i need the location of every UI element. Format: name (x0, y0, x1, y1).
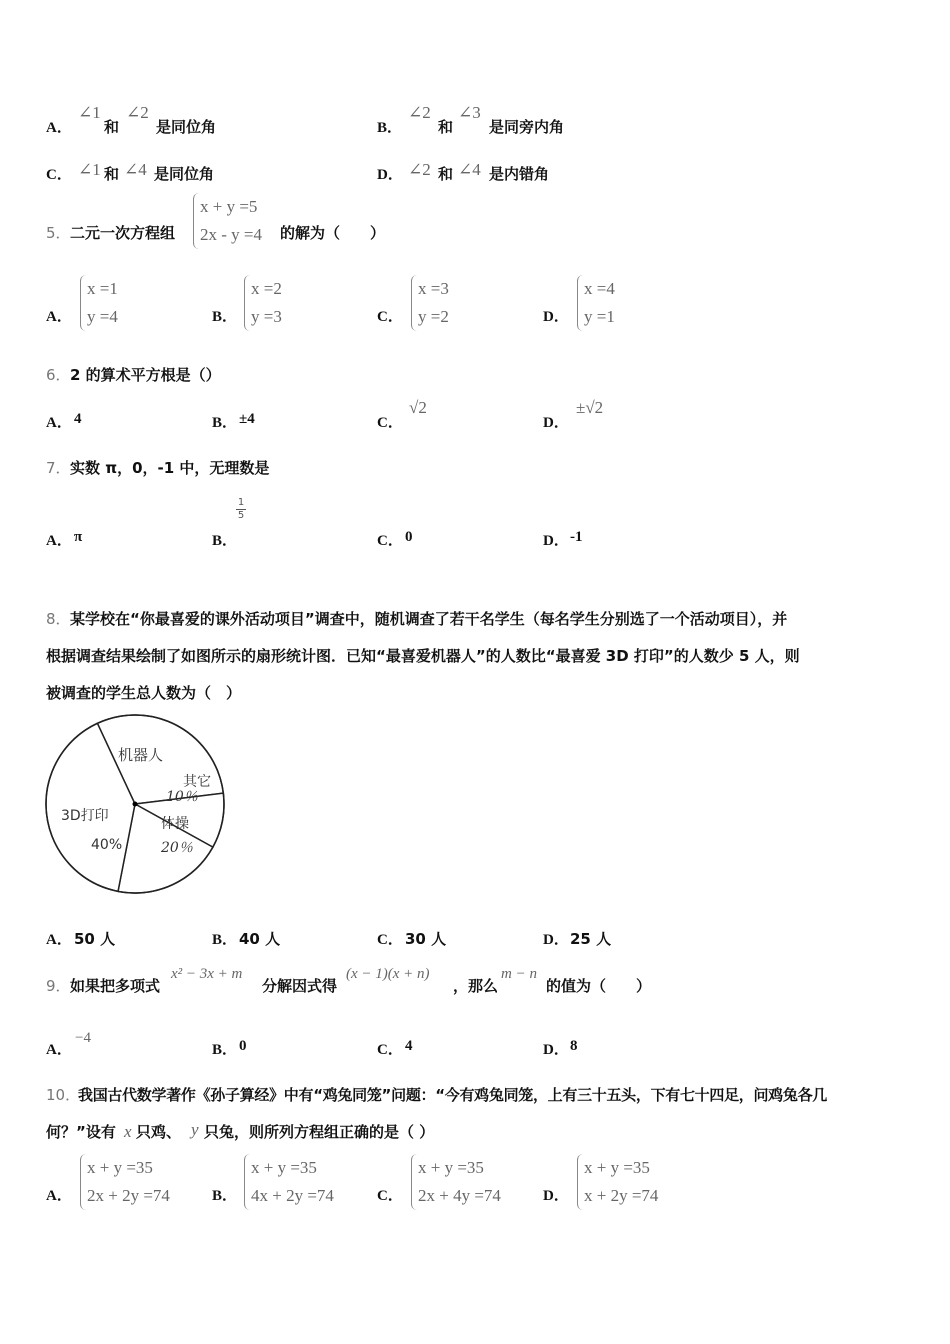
question-text: 分解因式得 (262, 977, 338, 995)
option-label: A． (46, 932, 72, 948)
label-other-pct: 10％ (166, 789, 198, 805)
option-label: A． (46, 415, 72, 431)
option-label: D． (543, 415, 569, 431)
var-x: x (124, 1122, 132, 1141)
equation: 2x + 2y =74 (87, 1186, 170, 1205)
equation-system (577, 1154, 658, 1210)
question-text: ，那么 (453, 977, 499, 995)
option-label: D． (543, 309, 569, 325)
option-text: 和 (438, 118, 454, 136)
option-label: B． (212, 309, 238, 325)
equation-system (577, 275, 615, 331)
equation: y =4 (87, 307, 118, 326)
question-text: 只鸡、 (136, 1123, 182, 1141)
equation: 2x + 4y =74 (418, 1186, 501, 1205)
option-text: 是内错角 (489, 165, 550, 183)
angle-math: ∠4 (458, 160, 481, 179)
equation: x =4 (584, 279, 615, 298)
option-value: −4 (75, 1030, 91, 1046)
question-text: 只兔，则所列方程组正确的是（ ） (204, 1123, 435, 1141)
var-y: y (191, 1120, 199, 1139)
option-text: 和 (438, 165, 454, 183)
option-text: 和 (104, 165, 120, 183)
option-label: C． (377, 1042, 403, 1058)
option-label: C． (377, 533, 403, 549)
label-gym-pct: 20％ (161, 840, 193, 856)
option-label: A． (46, 533, 72, 549)
option-value: 4 (74, 411, 82, 427)
option-label: C． (377, 1188, 403, 1204)
equation-system (411, 1154, 501, 1210)
factor-math: (x − 1)(x + n) (346, 966, 430, 982)
equation-system (244, 275, 282, 331)
option-value: 8 (570, 1038, 578, 1054)
option-label: D． (543, 932, 569, 948)
angle-math: ∠2 (408, 103, 431, 122)
equation: y =3 (251, 307, 282, 326)
equation: 4x + 2y =74 (251, 1186, 334, 1205)
equation: x =3 (418, 279, 449, 298)
option-value: -1 (570, 529, 583, 545)
option-label: A． (46, 120, 72, 136)
question-text: 我国古代数学著作《孙子算经》中有“鸡兔同笼”问题：“今有鸡兔同笼，上有三十五头，下有七十四足，问鸡兔各几 (78, 1086, 827, 1104)
option-label: B． (212, 1188, 238, 1204)
sqrt-math: √2 (409, 398, 427, 417)
option-label: A． (46, 1042, 72, 1058)
question-text: 2 的算术平方根是（） (70, 366, 221, 384)
option-label: D． (543, 1188, 569, 1204)
angle-math: ∠4 (124, 160, 147, 179)
angle-math: ∠2 (126, 103, 149, 122)
option-label: B． (377, 120, 403, 136)
option-label: C． (377, 932, 403, 948)
pie-chart (40, 714, 232, 898)
option-label: C． (46, 167, 72, 183)
option-value: 0 (239, 1038, 247, 1054)
option-text: 和 (104, 118, 120, 136)
option-label: D． (543, 533, 569, 549)
option-label: B． (212, 932, 238, 948)
polynomial-math: x² − 3x + m (171, 966, 243, 982)
option-value: 0 (405, 529, 413, 545)
question-number: 7． (46, 459, 71, 477)
expr-math: m − n (501, 966, 537, 982)
label-gym: 体操 (161, 816, 189, 832)
equation: 2x - y =4 (200, 225, 262, 244)
question-text: 的值为（ ） (546, 977, 652, 995)
equation: x =1 (87, 279, 118, 298)
question-number: 6． (46, 366, 71, 384)
question-text: 如果把多项式 (70, 977, 161, 995)
equation: x + 2y =74 (584, 1186, 659, 1205)
option-value: 30 人 (405, 930, 447, 948)
angle-math: ∠3 (458, 103, 481, 122)
equation-system (193, 193, 262, 249)
option-label: A． (46, 1188, 72, 1204)
angle-math: ∠1 (78, 160, 101, 179)
pie-center (133, 802, 138, 807)
equation-system (80, 275, 118, 331)
option-label: D． (543, 1042, 569, 1058)
question-number: 5． (46, 224, 71, 242)
label-other: 其它 (183, 774, 211, 790)
equation-system (411, 275, 449, 331)
option-value: 4 (405, 1038, 413, 1054)
equation: x + y =5 (200, 197, 258, 216)
option-value: π (74, 529, 83, 545)
equation: x + y =35 (251, 1158, 317, 1177)
equation: x =2 (251, 279, 282, 298)
question-text: 根据调查结果绘制了如图所示的扇形统计图．已知“最喜爱机器人”的人数比“最喜爱 3D 打印”的人数少 5 人，则 (46, 647, 800, 665)
option-label: B． (212, 415, 238, 431)
option-value: ±4 (239, 411, 255, 427)
option-label: D． (377, 167, 403, 183)
option-text: 是同位角 (156, 118, 217, 136)
question-number: 8． (46, 610, 71, 628)
question-text: 何？”设有 (46, 1123, 116, 1141)
fraction (236, 498, 246, 521)
option-label: C． (377, 309, 403, 325)
option-text: 是同旁内角 (489, 118, 565, 136)
equation: x + y =35 (418, 1158, 484, 1177)
option-label: A． (46, 309, 72, 325)
question-text: 的解为（ ） (280, 224, 386, 242)
question-number: 9． (46, 977, 71, 995)
option-label: B． (212, 533, 238, 549)
sqrt-math: ±√2 (576, 398, 604, 417)
label-3dprint: 3D打印 (61, 808, 109, 824)
question-text: 某学校在“你最喜爱的课外活动项目”调查中，随机调查了若干名学生（每名学生分别选了一个活动项目），并 (70, 610, 788, 628)
question-text: 实数 π，0，-1 中，无理数是 (70, 459, 270, 477)
fraction-numerator: 1 (237, 497, 245, 508)
equation: x + y =35 (87, 1158, 153, 1177)
angle-math: ∠1 (78, 103, 101, 122)
equation-system (244, 1154, 334, 1210)
equation: y =1 (584, 307, 615, 326)
option-label: B． (212, 1042, 238, 1058)
option-label: C． (377, 415, 403, 431)
label-3dprint-pct: 40% (91, 837, 123, 853)
label-robot: 机器人 (118, 746, 164, 764)
equation: y =2 (418, 307, 449, 326)
angle-math: ∠2 (408, 160, 431, 179)
question-number: 10． (46, 1086, 81, 1104)
question-text: 二元一次方程组 (70, 224, 176, 242)
equation: x + y =35 (584, 1158, 650, 1177)
option-text: 是同位角 (154, 165, 215, 183)
fraction-denominator: 5 (237, 510, 245, 521)
option-value: 40 人 (239, 930, 281, 948)
option-value: 50 人 (74, 930, 116, 948)
question-text: 被调查的学生总人数为（ ） (46, 684, 242, 702)
option-value: 25 人 (570, 930, 612, 948)
equation-system (80, 1154, 170, 1210)
